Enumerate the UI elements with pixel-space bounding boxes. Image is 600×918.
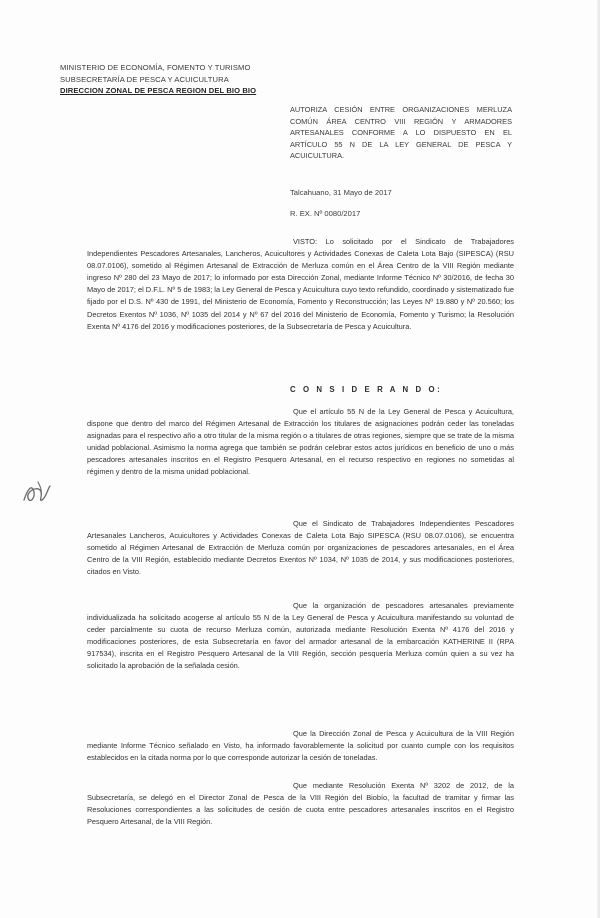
considerando-paragraph-1 [87,406,514,479]
considerando-1-text: Acuicultura, dispone que dentro del marco del Régimen Artesanal de Extracción los titulares de asignaciones podrán ceder las toneladas asignadas para el respectivo año a otro titular de la misma región o a titulares de otras regiones, siempre que se trate de la misma unidad poblacional. Asimismo la norma agrega que también se podrán celebrar estos actos jurídicos en beneficio de uno o más pescadores artesanales inscritos en el Registro Pesquero Artesanal, en el recurso respectivo en regiones no sometidas al régimen y dentro de la misma unidad poblacional. [87,407,514,477]
considerando-3-lead: Que la organización de pescadores artesanales [293,601,468,610]
visto-paragraph [87,236,514,333]
visto-text: Independientes Pescadores Artesanales, Lancheros, Acuicultores y Actividades Conexas de Caleta Lota Bajo (SIPESCA) (RSU 08.07.0106), sometido al Régimen Artesanal de Extracción de Merluza común en el Área Centro de la VIII Región mediante ingreso Nº 280 del 23 Mayo de 2017; lo informado por esta Dirección Zonal, mediante Informe Técnico Nº 30/2016, de fecha 30 Mayo de 2017; el D.F.L. Nº 5 de 1983; la Ley General de Pesca y Acuicultura cuyo texto refundido, coordinado y sistematizado fue fijado por el D.S. Nº 430 de 1991, del Ministerio de Economía, Fomento y Reconstrucción; las Leyes Nº 19.880 y Nº 20.560; los Decretos Exentos Nº 1036, Nº 1035 del 2014 y Nº 67 del 2016 del Ministerio de Economía, Fomento y Turismo; la Resolución Exenta Nº 4176 del 2016 y modificaciones posteriores, de la Subsecretaría de Pesca y Acuicultura. [87,249,514,331]
considerando-2-text: Pescadores Artesanales Lancheros, Acuicultores y Actividades Conexas de Caleta Lota Bajo SIPESCA (RSU 08.07.0106), se encuentra sometido al Régimen Artesanal de Extracción de Merluza común por organizaciones de pescadores artesanales, en el Área Centro de la VIII Región, establecido mediante Decretos Exentos Nº 1034, Nº 1035 de 2014, y sus modificaciones posteriores, citados en Visto. [87,519,514,577]
resolution-subject: AUTORIZA CESIÓN ENTRE ORGANIZACIONES MERLUZA COMÚN ÁREA CENTRO VIII REGIÓN Y ARMADORES ARTESANALES CONFORME A LO DISPUESTO EN EL ARTÍCULO 55 N DE LA LEY GENERAL DE PESCA Y ACUICULTURA. [290,105,512,161]
subsecretaria-name: SUBSECRETARÍA DE PESCA Y ACUICULTURA [60,74,229,84]
place-date: Talcahuano, 31 Mayo de 2017 [290,188,392,197]
considerando-1-lead: Que el artículo 55 N de la Ley General de Pesca y [293,407,473,416]
considerando-5-lead: Que mediante Resolución Exenta Nº 3202 de 2012, de [293,781,503,790]
handwritten-initials-mark [20,478,54,508]
considerando-4-lead: Que la Dirección Zonal de Pesca y Acuicultura de la VIII [293,729,488,738]
visto-lead: VISTO: Lo solicitado por el Sindicato de Trabajadores [293,237,514,246]
considerando-paragraph-5 [87,780,514,828]
considerando-heading: C O N S I D E R A N D O: [290,385,443,394]
considerando-paragraph-3 [87,600,514,673]
direccion-zonal-name: DIRECCION ZONAL DE PESCA REGION DEL BIO BIO [60,86,257,95]
considerando-2-lead: Que el Sindicato de Trabajadores Independientes [293,519,470,528]
considerando-5-text: la Subsecretaría, se delegó en el Director Zonal de Pesca de la VIII Región del Biobío, la facultad de tramitar y firmar las Resoluciones correspondientes a las solicitudes de cesión de cuota entre pescadores artesanales inscritos en el Registro Pesquero Artesanal, de la VIII Región. [87,781,514,827]
considerando-paragraph-2 [87,518,514,578]
ministry-name: MINISTERIO DE ECONOMÍA, FOMENTO Y TURISMO [60,63,251,72]
considerando-3-text: previamente individualizada ha solicitado acogerse al artículo 55 N de la Ley General de Pesca y Acuicultura manifestando su voluntad de ceder parcialmente su cuota de recurso Merluza común, autorizada mediante Resolución Exenta Nº 4176 del 2016 y modificaciones posteriores, de esta Subsecretaría en favor del armador artesanal de la embarcación KATHERINE II (RPA 917534), inscrita en el Registro Pesquero Artesanal de la VIII Región, sección pesquería Merluza común quien a su vez ha solicitado la aprobación de la señalada cesión. [87,601,514,671]
resolution-number: R. EX. Nº 0080/2017 [290,209,361,218]
letterhead [60,62,256,97]
considerando-4-text: Región mediante Informe Técnico señalado en Visto, ha informado favorablemente la solicitud por cuanto cumple con los requisitos establecidos en la citada norma por lo que corresponde autorizar la cesión de toneladas. [87,729,514,763]
considerando-paragraph-4 [87,728,514,764]
